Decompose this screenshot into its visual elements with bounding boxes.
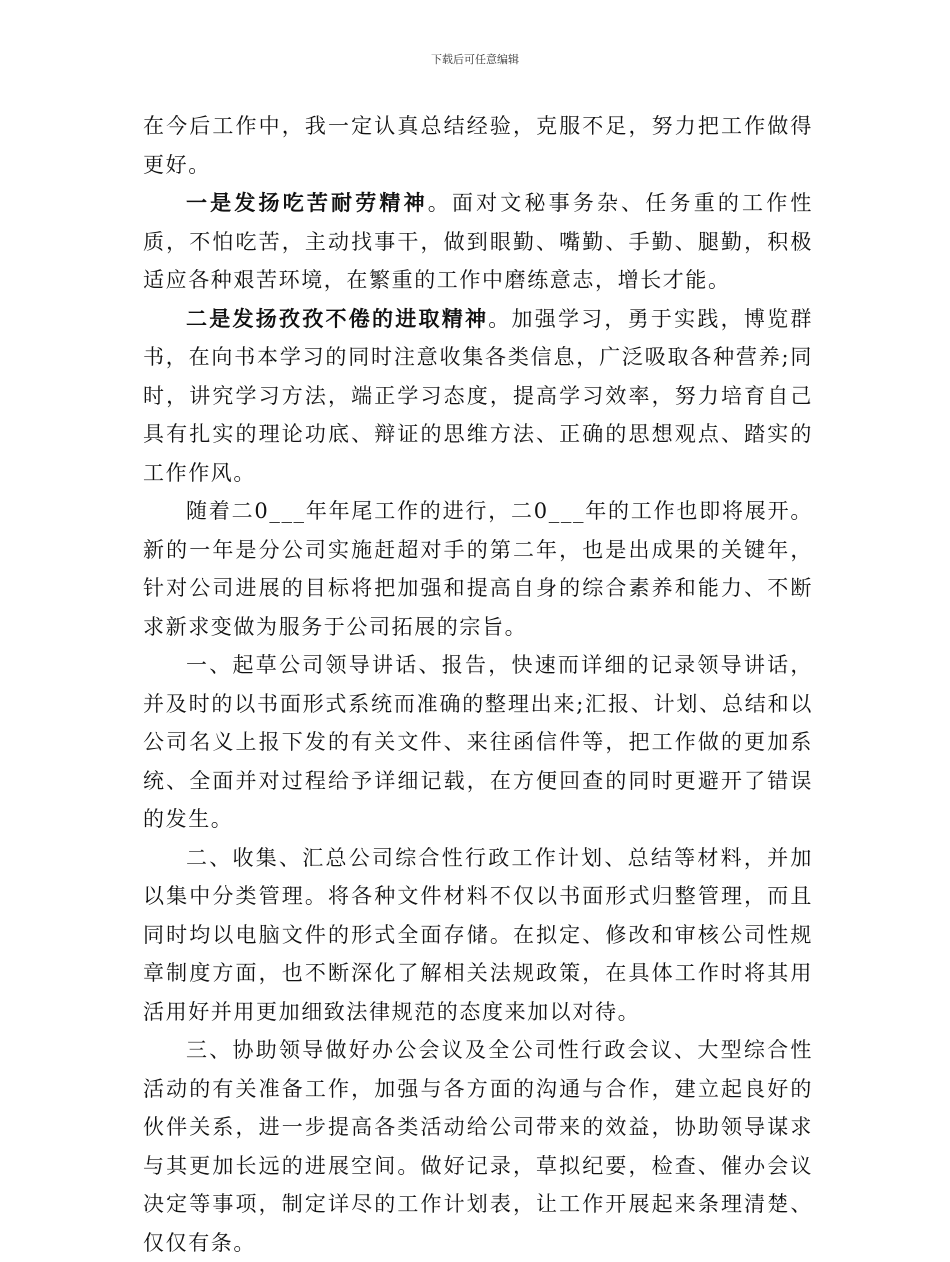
paragraph-text: 。加强学习，勇于实践，博览群书，在向书本学习的同时注意收集各类信息，广泛吸取各种营养;同时，讲究学习方法，端正学习态度，提高学习效率，努力培育自己具有扎实的理论功底、辩证的思维方法、正确的思想观点、踏实的工作作风。	[143, 306, 813, 485]
paragraph-lead: 一是发扬吃苦耐劳精神	[186, 190, 428, 215]
paragraph-text: 在今后工作中，我一定认真总结经验，克服不足，努力把工作做得更好。	[143, 114, 813, 177]
paragraph-text: 一、起草公司领导讲话、报告，快速而详细的记录领导讲话，并及时的以书面形式系统而准确的整理出来;汇报、计划、总结和以公司名义上报下发的有关文件、来往函信件等，把工作做的更加系统、全面并对过程给予详细记载，在方便回查的同时更避开了错误的发生。	[143, 653, 813, 831]
page-header: 下载后可任意编辑	[431, 53, 519, 66]
paragraph-new-year	[143, 492, 813, 646]
paragraph-spirit-progress	[143, 300, 813, 493]
paragraph-item-two	[143, 839, 813, 1032]
paragraph-item-one	[143, 646, 813, 839]
paragraph-text: 随着二0___年年尾工作的进行，二0___年的工作也即将展开。新的一年是分公司实施赶超对手的第二年，也是出成果的关键年，针对公司进展的目标将把加强和提高自身的综合素养和能力、不断求新求变做为服务于公司拓展的宗旨。	[143, 499, 813, 639]
paragraph-continuation	[143, 107, 813, 184]
document-body	[143, 107, 813, 1262]
paragraph-item-three	[143, 1031, 813, 1262]
paragraph-text: 二、收集、汇总公司综合性行政工作计划、总结等材料，并加以集中分类管理。将各种文件材料不仅以书面形式归整管理，而且同时均以电脑文件的形式全面存储。在拟定、修改和审核公司性规章制度方面，也不断深化了解相关法规政策，在具体工作时将其用活用好并用更加细致法律规范的态度来加以对待。	[143, 845, 813, 1024]
paragraph-text: 。面对文秘事务杂、任务重的工作性质，不怕吃苦，主动找事干，做到眼勤、嘴勤、手勤、腿勤，积极适应各种艰苦环境，在繁重的工作中磨练意志，增长才能。	[143, 191, 813, 292]
paragraph-text: 三、协助领导做好办公会议及全公司性行政会议、大型综合性活动的有关准备工作，加强与各方面的沟通与合作，建立起良好的伙伴关系，进一步提高各类活动给公司带来的效益，协助领导谋求与其更加长远的进展空间。做好记录，草拟纪要，检查、催办会议决定等事项，制定详尽的工作计划表，让工作开展起来条理清楚、仅仅有条。	[143, 1038, 813, 1255]
paragraph-spirit-hardwork	[143, 184, 813, 300]
paragraph-lead: 二是发扬孜孜不倦的进取精神	[186, 305, 489, 331]
